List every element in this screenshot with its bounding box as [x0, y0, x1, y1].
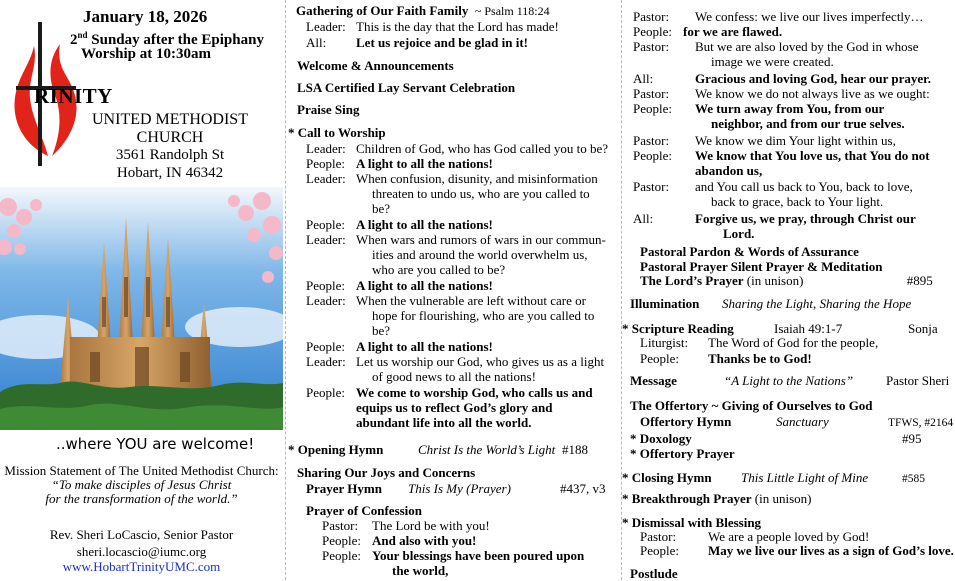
denomination: UNITED METHODIST [92, 111, 248, 128]
litany-line: All: Gracious and loving God, hear our prayer. [633, 71, 931, 86]
city-state-zip: Hobart, IN 46342 [116, 165, 224, 181]
litany-line: Leader: When the vulnerable are left without care or [306, 293, 586, 308]
church-name: RINITY [34, 84, 113, 108]
senior-pastor: Rev. Sheri LoCascio, Senior Pastor [49, 527, 234, 542]
offertory-heading: The Offertory ~ Giving of Ourselves to God [630, 398, 873, 413]
litany-line: People: for we are flawed. [633, 24, 783, 39]
dismissal-people-line: People: May we live our lives as a sign of God’s love. [640, 543, 954, 558]
litany-line: threaten to undo us, who are you called to [372, 186, 590, 201]
litany-line: All: Forgive us, we pray, through Christ our [633, 211, 916, 226]
call-to-worship-litany [306, 141, 608, 430]
pastoral-prayer: Pastoral Prayer Silent Prayer & Meditation [640, 259, 883, 274]
breakthrough-prayer: * Breakthrough Prayer (in unison) [622, 491, 812, 506]
praise-sing: Praise Sing [297, 102, 360, 117]
litany-line: People: We come to worship God, who calls us and [306, 385, 593, 400]
litany-line: be? [372, 323, 391, 338]
gathering-heading: Gathering of Our Faith Family ~ Psalm 118:24 [296, 3, 550, 18]
litany-line: People: We know that You love us, that You do not [633, 148, 930, 163]
confession-litany-continued [633, 9, 931, 241]
litany-line: the world, [392, 563, 449, 578]
litany-line: equips us to reflect God’s glory and [356, 400, 553, 415]
closing-hymn: * Closing Hymn This Little Light of Mine #585 [622, 470, 925, 485]
church-website-link[interactable]: www.HobartTrinityUMC.com [62, 559, 221, 574]
litany-line: Leader: When confusion, disunity, and misinformation [306, 171, 598, 186]
prayer-hymn: Prayer Hymn This Is My (Prayer) #437, v3 [306, 481, 606, 496]
gathering-all-line: All: Let us rejoice and be glad in it! [306, 35, 529, 50]
doxology: * Doxology #95 [630, 431, 922, 446]
pastor-email[interactable]: sheri.locascio@iumc.org [76, 544, 207, 559]
litany-line: Leader: Children of God, who has God called you to be? [306, 141, 609, 156]
mission-line-2: for the transformation of the world.” [45, 491, 238, 506]
litany-line: Pastor: The Lord be with you! [322, 518, 490, 533]
pastoral-pardon: Pastoral Pardon & Words of Assurance [640, 244, 859, 259]
worship-time: Worship at 10:30am [81, 46, 212, 62]
church-word: CHURCH [136, 129, 204, 146]
litany-line: Pastor: and You call us back to You, back to love, [633, 179, 913, 194]
welcome-announcements: Welcome & Announcements [297, 58, 454, 73]
litany-line: who are you called to be? [372, 262, 506, 277]
cathedral-illustration [0, 187, 283, 430]
litany-line: People: A light to all the nations! [306, 278, 493, 293]
service-sunday: 2nd Sunday after the Epiphany [70, 30, 264, 48]
order-of-worship-column-2 [622, 0, 955, 580]
litany-line: People: A light to all the nations! [306, 217, 493, 232]
litany-line: People: A light to all the nations! [306, 339, 493, 354]
litany-line: back to grace, back to Your light. [711, 194, 884, 209]
litany-line: People: And also with you! [322, 533, 477, 548]
dismissal-heading: * Dismissal with Blessing [622, 515, 762, 530]
lsa-celebration: LSA Certified Lay Servant Celebration [297, 80, 516, 95]
foreground-shrubs [0, 404, 283, 430]
confession-litany [322, 518, 584, 578]
gathering-leader-line: Leader: This is the day that the Lord has made! [306, 19, 559, 34]
lords-prayer: The Lord’s Prayer (in unison) #895 [640, 273, 933, 288]
litany-line: ities and around the world overwhelm us, [372, 247, 588, 262]
offertory-hymn: Offertory Hymn Sanctuary TFWS, #2164 [640, 414, 954, 429]
litany-line: Lord. [723, 226, 755, 241]
offertory-prayer: * Offertory Prayer [630, 446, 735, 461]
postlude: Postlude [630, 566, 678, 581]
litany-line: Pastor: But we are also loved by the God in whose [633, 39, 919, 54]
litany-line: neighbor, and from our true selves. [711, 116, 905, 131]
message: Message “A Light to the Nations” Pastor Sheri [630, 373, 950, 388]
opening-hymn: * Opening Hymn Christ Is the World’s Light #188 [288, 442, 588, 457]
litany-line: Leader: Let us worship our God, who gives us as a light [306, 354, 605, 369]
litany-line: Pastor: We know we do not always live as we ought: [633, 86, 930, 101]
call-to-worship-heading: * Call to Worship [288, 125, 386, 140]
litany-line: be? [372, 201, 391, 216]
litany-line: People: We turn away from You, from our [633, 101, 885, 116]
mission-title: Mission Statement of The United Methodist Church: [4, 463, 279, 478]
mission-line-1: “To make disciples of Jesus Christ [51, 477, 232, 492]
litany-line: image we were created. [711, 54, 834, 69]
litany-line: hope for flourishing, who are you called to [372, 308, 595, 323]
cover-column [0, 0, 283, 580]
litany-line: of good news to all the nations! [372, 369, 536, 384]
litany-line: abandon us, [695, 163, 763, 178]
litany-line: People: A light to all the nations! [306, 156, 493, 171]
welcome-tagline: ..where YOU are welcome! [56, 435, 255, 453]
illumination: Illumination Sharing the Light, Sharing the Hope [630, 296, 912, 311]
street-address: 3561 Randolph St [115, 147, 225, 163]
litany-line: Pastor: We know we dim Your light within us, [633, 133, 896, 148]
prayer-of-confession-heading: Prayer of Confession [306, 503, 423, 518]
litany-line: People: Your blessings have been poured upon [322, 548, 585, 563]
litany-line: abundant life into all the world. [356, 415, 532, 430]
litany-line: Leader: When wars and rumors of wars in our commun- [306, 232, 606, 247]
sharing-joys-concerns: Sharing Our Joys and Concerns [297, 465, 476, 480]
litany-line: Pastor: We confess: we live our lives imperfectly… [633, 9, 924, 24]
dismissal-pastor-line: Pastor: We are a people loved by God! [640, 529, 870, 544]
order-of-worship-column-1 [286, 0, 619, 580]
scripture-reading: * Scripture Reading Isaiah 49:1-7 Sonja [622, 321, 938, 336]
scripture-liturgist-line: Liturgist: The Word of God for the people, [640, 335, 879, 350]
scripture-people-line: People: Thanks be to God! [640, 351, 812, 366]
service-date: January 18, 2026 [83, 7, 208, 26]
